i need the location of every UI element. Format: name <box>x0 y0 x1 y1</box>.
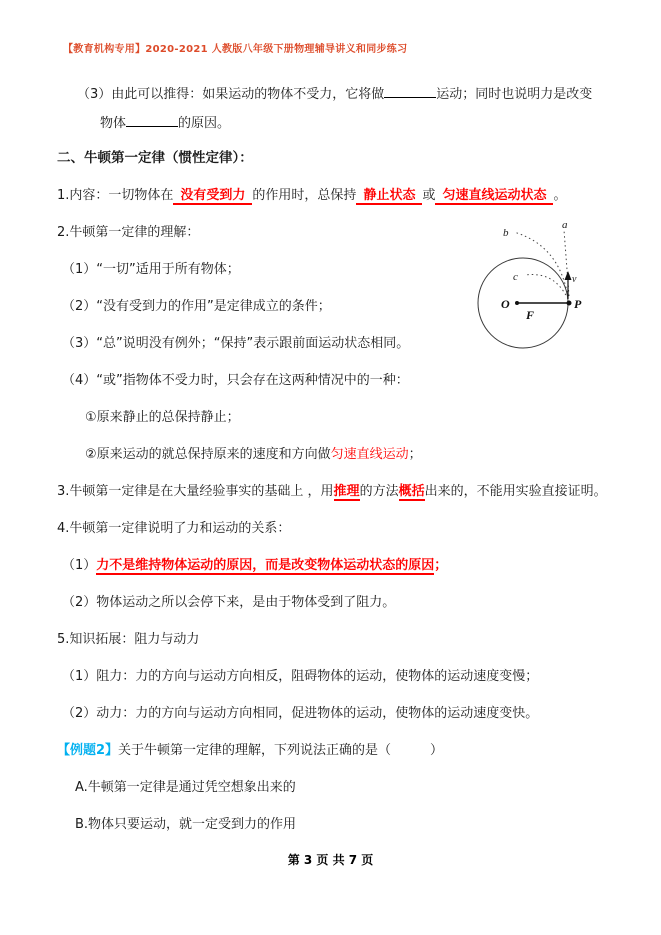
figure-label-P: P <box>574 297 582 311</box>
example-2-option-a: A.牛顿第一定律是通过凭空想象出来的 <box>75 780 296 795</box>
fill-in-answer-rest-state: 静止状态 <box>356 188 422 205</box>
text-run: 关于牛顿第一定律的理解，下列说法正确的是（ ） <box>118 743 444 758</box>
text-run: 的方法 <box>359 484 399 499</box>
text-run: 或 <box>422 188 436 203</box>
figure-label-a: a <box>562 219 568 231</box>
text-run: 的作用时，总保持 <box>252 188 357 203</box>
velocity-arrowhead <box>565 271 572 280</box>
text-run: 1.内容：一切物体在 <box>57 188 174 203</box>
example-2-option-b: B.物体只要运动，就一定受到力的作用 <box>75 817 297 832</box>
figure-label-F: F <box>526 308 535 322</box>
point-5-item-2: （2）动力：力的方向与运动方向相同，促进物体的运动，使物体的运动速度变快。 <box>62 706 539 721</box>
fill-in-answer-uniform-motion: 匀速直线运动状态 <box>435 188 553 205</box>
figure-label-c: c <box>513 271 518 283</box>
red-punctuation: ； <box>434 558 448 573</box>
figure-label-b: b <box>503 227 509 239</box>
recap-question-3-line2 <box>57 113 619 133</box>
point-4-item-2: （2）物体运动之所以会停下来，是由于物体受到了阻力。 <box>62 595 396 610</box>
document-header-title: 【教育机构专用】2020-2021 人教版八年级下册物理辅导讲义和同步练习 <box>63 44 408 55</box>
red-statement-force-not-maintain-motion: 力不是维持物体运动的原因，而是改变物体运动状态的原因 <box>96 558 435 573</box>
text-run: ； <box>408 447 422 462</box>
recap-question-3-line1 <box>57 84 619 104</box>
point-5-item-1: （1）阻力：力的方向与运动方向相反，阻碍物体的运动，使物体的运动速度变慢； <box>62 669 539 684</box>
point-5-title: 5.知识拓展：阻力与动力 <box>57 632 200 647</box>
understanding-item-1: （1）“一切”适用于所有物体； <box>62 262 240 277</box>
understanding-sub-item-1: ①原来静止的总保持静止； <box>85 410 240 425</box>
point-P <box>567 301 572 306</box>
understanding-item-3: （3）“总”说明没有例外；“保持”表示跟前面运动状态相同。 <box>62 336 410 351</box>
circular-motion-diagram <box>458 214 618 362</box>
page-number-footer: 第 3 页 共 7 页 <box>287 853 374 867</box>
point-4-item-1 <box>57 556 619 575</box>
example-2-question <box>57 741 619 760</box>
text-run: 。 <box>553 188 567 203</box>
point-3-line <box>57 482 619 501</box>
text-run: 物体 <box>100 116 127 131</box>
text-run: 的原因。 <box>178 116 231 131</box>
understanding-item-2: （2）“没有受到力的作用”是定律成立的条件； <box>62 299 331 314</box>
understanding-title: 2.牛顿第一定律的理解： <box>57 225 200 240</box>
text-run: 出来的，不能用实验直接证明。 <box>424 484 607 499</box>
law-content-line <box>57 186 619 205</box>
point-4-title: 4.牛顿第一定律说明了力和运动的关系： <box>57 521 291 536</box>
understanding-item-4: （4）“或”指物体不受力时，只会存在这两种情况中的一种： <box>62 373 409 388</box>
example-2-tag: 【例题2】 <box>57 743 119 758</box>
trajectory-c-dashed-curve <box>525 275 568 299</box>
figure-label-O: O <box>501 297 510 311</box>
text-run: （1） <box>62 558 97 573</box>
circular-motion-svg <box>458 214 618 362</box>
red-keyword-generalize: 概括 <box>398 484 425 499</box>
understanding-sub-item-2 <box>57 445 619 464</box>
red-emphasis-uniform-motion: 匀速直线运动 <box>330 447 409 462</box>
red-keyword-reasoning: 推理 <box>333 484 360 499</box>
fill-in-answer-no-force: 没有受到力 <box>173 188 252 205</box>
center-point-O <box>515 301 519 305</box>
answer-blank <box>126 113 178 127</box>
text-run: 运动；同时也说明力是改变 <box>436 87 593 102</box>
text-run: 3.牛顿第一定律是在大量经验事实的基础上 ，用 <box>57 484 334 499</box>
document-body <box>57 84 619 852</box>
figure-label-v: v <box>572 274 577 285</box>
section-heading-newton-first-law: 二、牛顿第一定律（惯性定律）： <box>57 150 253 166</box>
text-run: ②原来运动的就总保持原来的速度和方向做 <box>85 447 331 462</box>
answer-blank <box>384 84 436 98</box>
text-run: （3）由此可以推得：如果运动的物体不受力，它将做 <box>77 87 385 102</box>
